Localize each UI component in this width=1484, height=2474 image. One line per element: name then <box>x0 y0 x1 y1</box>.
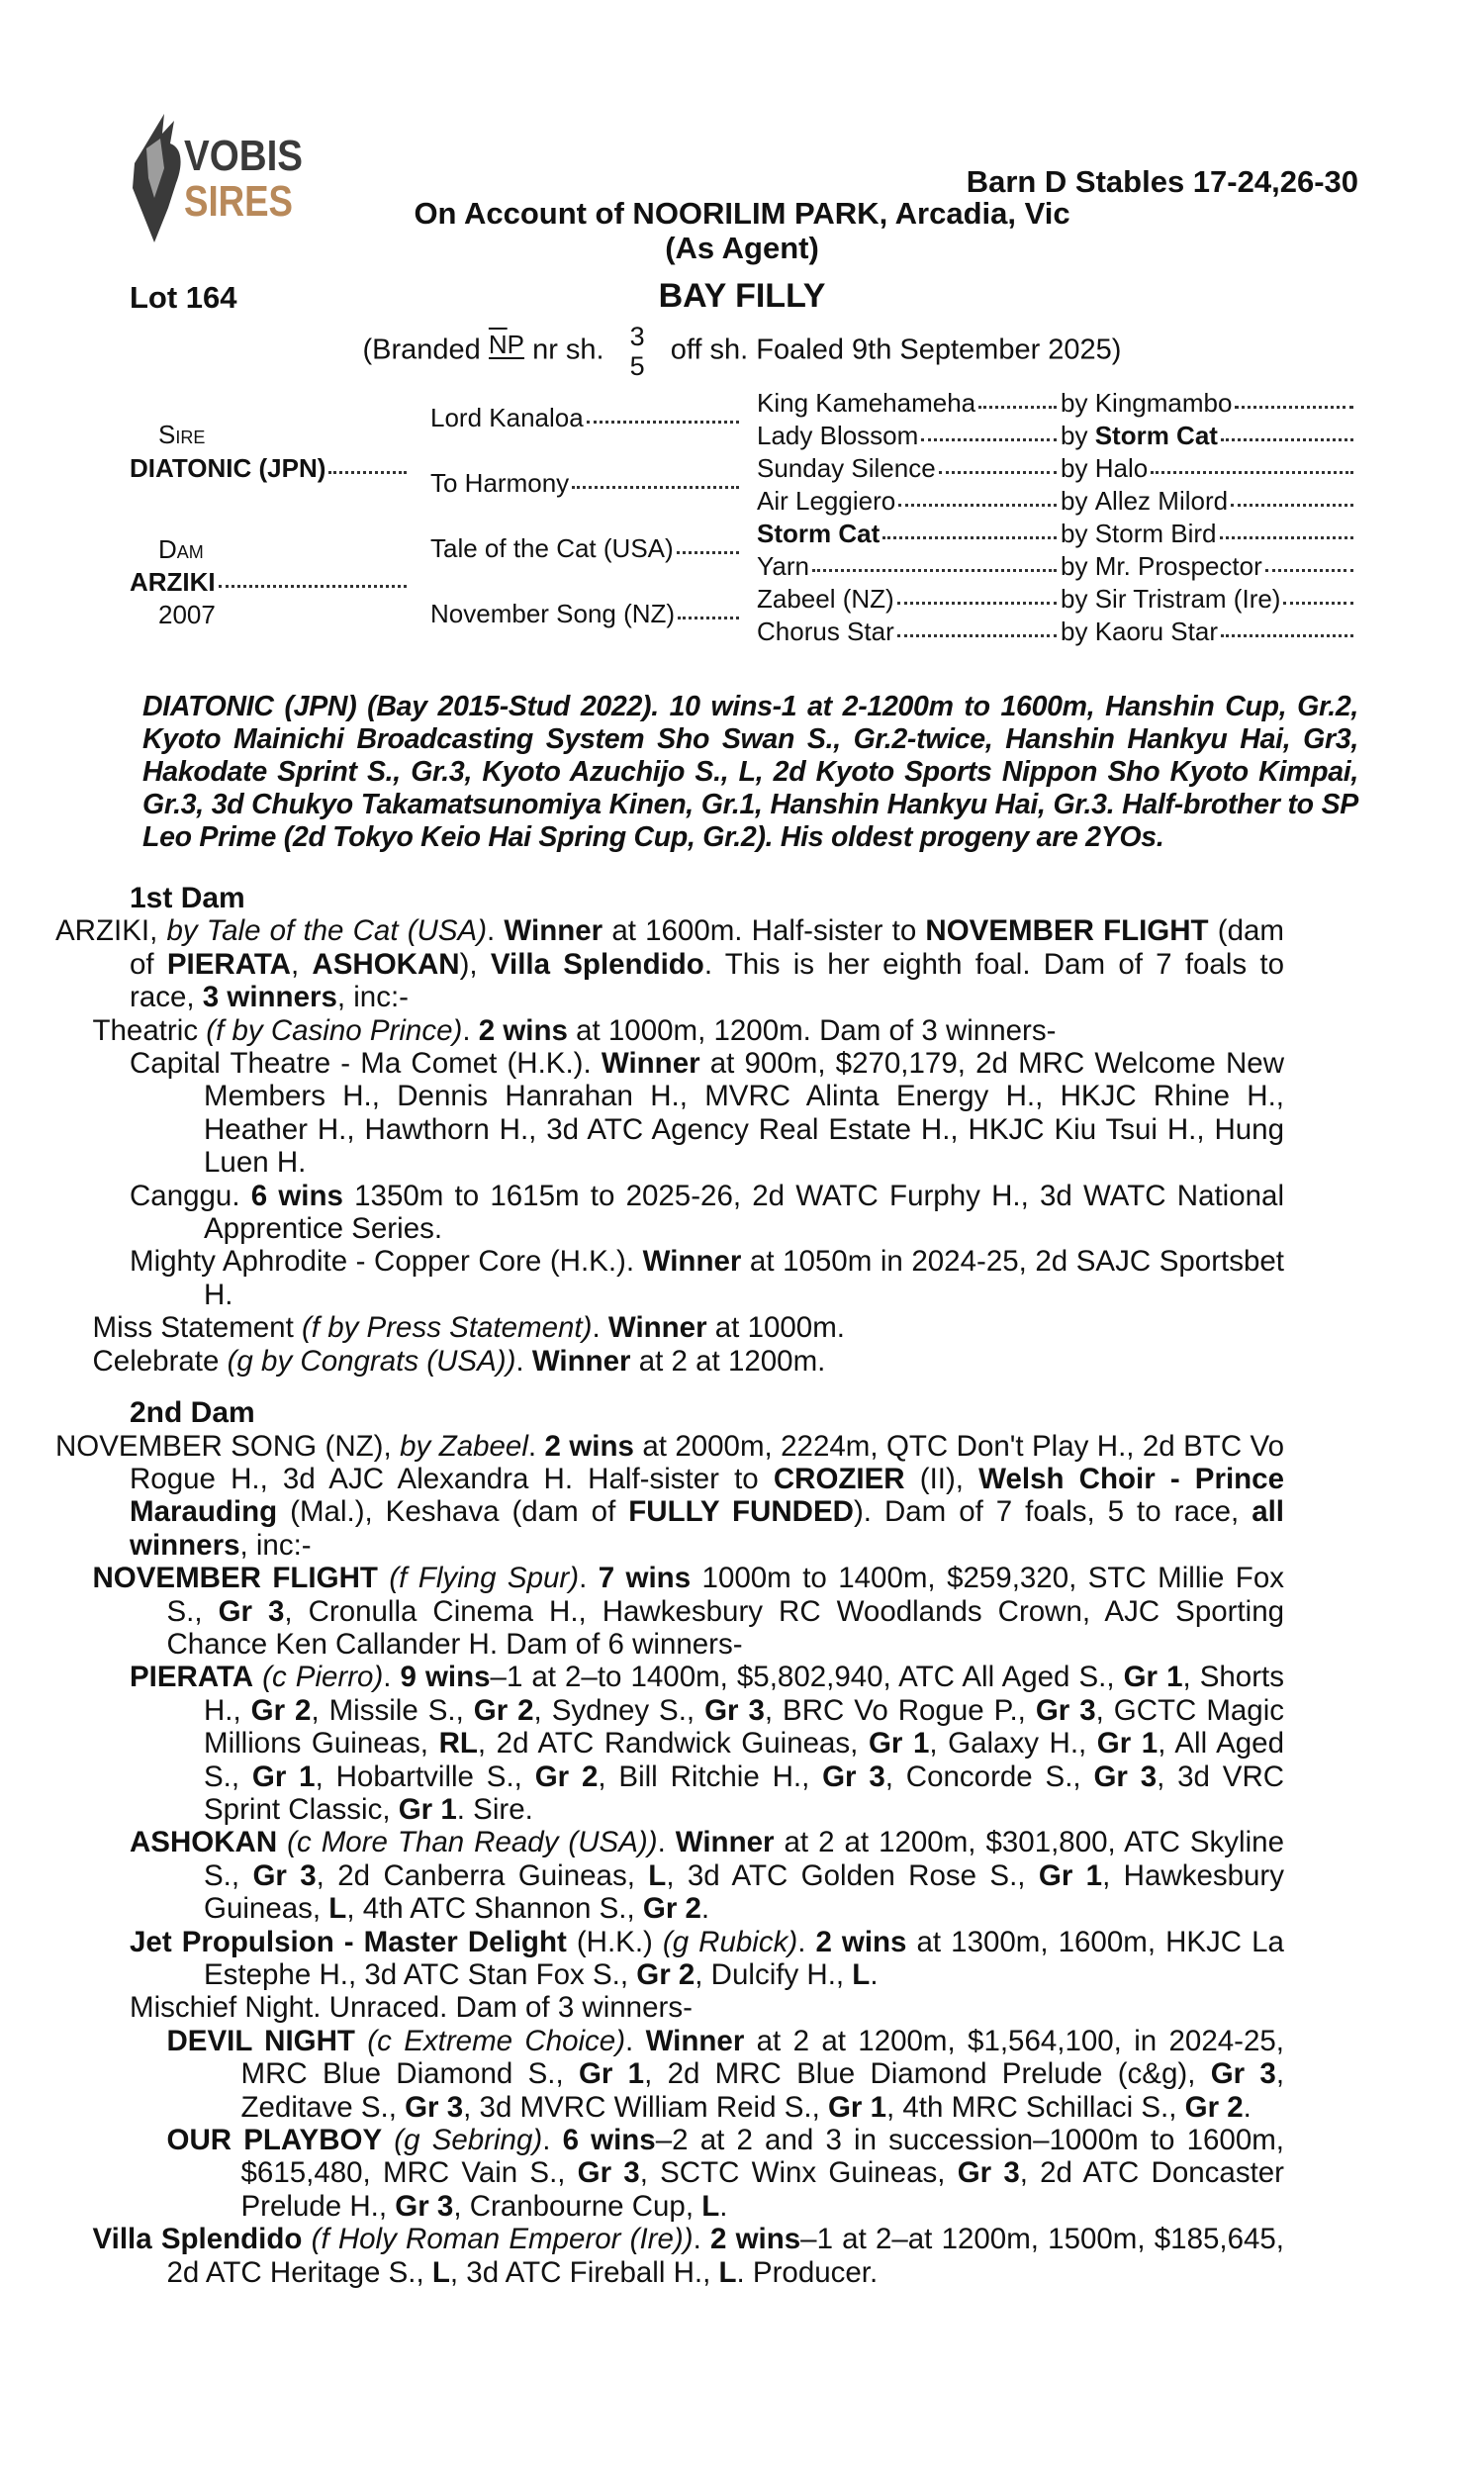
fraction-top: 3 <box>629 322 645 351</box>
text-run: by Tale of the Cat (USA) <box>166 914 488 948</box>
text-run <box>378 1562 389 1594</box>
dam-text: ARZIKI <box>130 567 216 597</box>
gen4-name: Storm Cat <box>1094 421 1218 450</box>
pedigree-entry <box>93 2223 1285 2289</box>
text-run: Villa Splendido <box>490 947 704 981</box>
by-prefix: by <box>1061 486 1088 516</box>
text-run: –1 at 2–to 1400m, $5,802,940, ATC All Aged S., <box>490 1661 1124 1694</box>
text-run: (II), <box>904 1462 979 1495</box>
gen2-name: November Song (NZ) <box>430 599 676 628</box>
text-run: NOVEMBER FLIGHT <box>92 1562 378 1595</box>
gen3-name: Sunday Silence <box>757 453 936 483</box>
text-run: Gr 2 <box>642 1892 701 1926</box>
text-run: (c More Than Ready (USA)) <box>287 1826 658 1859</box>
sire-summary: DIATONIC (JPN) (Bay 2015-Stud 2022). 10 wins-1 at 2-1200m to 1600m, Hanshin Cup, Gr.2, Kyoto Mainichi Broadcasting System Sho Swan S., Gr.2-twice, Hanshin Hankyu Hai, Gr3, Hakodate Sprint S., Gr.3, Kyoto Azuchijo S., L, 2d Kyoto Sports Nippon Sho Kyoto Kimpai, Gr.3, 3d Chukyo Takamatsunomiya Kinen, Gr.1, Hanshin Hankyu Hai, Gr.3. Half-brother to SP Leo Prime (2d Tokyo Keio Hai Spring Cup, Gr.2). His oldest progeny are 2YOs. <box>142 690 1358 853</box>
text-run: Mighty Aphrodite - Copper Core (H.K.). <box>130 1245 643 1279</box>
text-run: 7 wins <box>598 1562 692 1595</box>
leader-dots <box>572 486 739 489</box>
text-run: . <box>542 2124 563 2157</box>
text-run: , Zeditave S., <box>240 2057 1285 2124</box>
text-run: Gr 1 <box>827 2090 886 2124</box>
pedigree-entry <box>130 1826 1284 1925</box>
text-run: NOVEMBER SONG (NZ), <box>55 1429 401 1463</box>
text-run: Mischief Night. Unraced. Dam of 3 winners- <box>130 1991 693 2025</box>
text-run: . <box>515 1344 532 1378</box>
agent-note: (As Agent) <box>665 231 819 265</box>
vendor-account: On Account of NOORILIM PARK, Arcadia, Vic <box>414 196 1070 231</box>
text-run: Jet Propulsion - Master Delight <box>130 1925 567 1958</box>
text-run: (dam of <box>130 914 1284 981</box>
text-run: Winner <box>607 1311 707 1345</box>
text-run: . <box>625 2024 646 2057</box>
text-run: Theatric <box>92 1013 207 1047</box>
text-run <box>253 1661 262 1693</box>
text-run <box>382 2124 394 2156</box>
pedigree-entry <box>130 1047 1284 1180</box>
pedigree-gen3-item <box>757 551 1057 582</box>
text-run: DEVIL NIGHT <box>166 2024 355 2057</box>
text-run: , Hobartville S., <box>315 1760 535 1793</box>
text-run: . <box>693 2223 710 2256</box>
gen4-name: Halo <box>1094 453 1149 483</box>
text-run: at 1050m in 2024-25, 2d SAJC Sportsbet H. <box>204 1245 1284 1311</box>
text-run: Gr 3 <box>1093 1760 1158 1793</box>
pedigree-gen3-item <box>757 388 1057 419</box>
fraction-bottom: 5 <box>629 351 645 381</box>
pedigree-gen4-sire <box>1061 453 1353 484</box>
text-run: , Dulcify H., <box>695 1958 853 1991</box>
pedigree-entry <box>93 1562 1285 1661</box>
by-prefix: by <box>1061 519 1088 548</box>
pedigree-entry <box>55 1430 1284 1563</box>
svg-text:VOBIS: VOBIS <box>184 132 303 180</box>
gen3-name: Yarn <box>757 551 809 581</box>
dam-year: 2007 <box>158 600 216 629</box>
text-run: at 2000m, 2224m, QTC Don't Play H., 2d BTC Vo Rogue H., 3d AJC Alexandra H. Half-sister to <box>130 1429 1284 1495</box>
pedigree-entry <box>130 1245 1284 1311</box>
text-run: . <box>657 1826 676 1859</box>
text-run: ), <box>459 947 491 981</box>
text-run: , Hawkesbury Guineas, <box>204 1858 1284 1926</box>
pedigree-gen3-item <box>757 584 1057 615</box>
pedigree-entry <box>93 1345 1285 1378</box>
text-run: Miss Statement <box>92 1311 302 1345</box>
text-run: . <box>487 914 505 948</box>
text-run: , Sydney S., <box>533 1693 705 1727</box>
text-run: 2 wins <box>478 1013 568 1047</box>
text-run: , 2d MRC Blue Diamond Prelude (c&g), <box>644 2057 1211 2091</box>
text-run: –2 at 2 and 3 in succession–1000m to 1600m, $615,480, MRC Vain S., <box>240 2124 1285 2190</box>
pedigree-gen2-item <box>430 403 739 433</box>
text-run: . <box>383 1661 401 1694</box>
text-run: Winner <box>601 1047 700 1081</box>
gen3-name: Storm Cat <box>757 519 881 548</box>
text-run: ). Dam of 7 foals, 5 to race, <box>853 1495 1252 1529</box>
text-run: L <box>431 2255 450 2289</box>
text-run: Gr 1 <box>1038 1858 1103 1892</box>
gen3-name: King Kamehameha <box>757 388 976 418</box>
text-run: , <box>290 947 313 981</box>
text-run: ASHOKAN <box>130 1826 278 1859</box>
gen3-name: Air Leggiero <box>757 486 896 516</box>
brand-mark <box>488 329 525 359</box>
text-run: (Mal.), Keshava (dam of <box>277 1495 629 1529</box>
text-run: . <box>527 1429 545 1463</box>
pedigree-gen4-sire <box>1061 421 1353 451</box>
pedigree-gen3-item <box>757 486 1057 517</box>
text-run: (c Extreme Choice) <box>367 2024 626 2057</box>
pedigree-entry <box>167 2124 1285 2223</box>
text-run: Gr 1 <box>868 1727 930 1760</box>
text-run: NOVEMBER FLIGHT <box>925 914 1209 948</box>
text-run: Gr 3 <box>405 2090 464 2124</box>
text-run: Gr 3 <box>395 2189 454 2223</box>
text-run: , inc:- <box>239 1528 312 1562</box>
text-run: L <box>852 1958 871 1991</box>
barn-location: Barn D Stables 17-24,26-30 <box>966 164 1358 199</box>
text-run: , 3d VRC Sprint Classic, <box>204 1760 1285 1826</box>
branded-prefix: (Branded <box>362 333 481 366</box>
text-run: 2 wins <box>815 1925 907 1958</box>
pedigree-entry <box>93 1014 1285 1047</box>
brand-letter-p: P <box>507 329 525 359</box>
gen3-name: Zabeel (NZ) <box>757 584 894 614</box>
text-run: , Cranbourne Cup, <box>453 2189 702 2223</box>
pedigree-gen4-sire <box>1061 617 1353 647</box>
text-run: . <box>870 1958 879 1991</box>
pedigree-gen3-item <box>757 453 1057 484</box>
text-run: Winner <box>645 2024 745 2057</box>
text-run: . Producer. <box>736 2255 879 2289</box>
text-run: . <box>1243 2090 1252 2124</box>
sire-name <box>130 453 407 484</box>
text-run: , 2d ATC Randwick Guineas, <box>477 1727 869 1760</box>
pedigree-gen2-item <box>430 533 739 564</box>
leader-dots <box>677 551 739 554</box>
text-run: Gr 3 <box>957 2156 1020 2190</box>
text-run: . <box>700 1892 710 1926</box>
pedigree-gen4-sire <box>1061 519 1353 549</box>
text-run: , Concorde S., <box>884 1760 1094 1793</box>
text-run: , Shorts H., <box>204 1661 1284 1727</box>
text-run: Gr 2 <box>250 1693 312 1727</box>
gen2-name: Lord Kanaloa <box>430 403 584 432</box>
brand-letter-n: $\overline{N}$ <box>488 329 508 359</box>
text-run: at 2 at 1200m. <box>630 1344 826 1378</box>
text-run: 9 wins <box>400 1661 491 1694</box>
gen4-name: Allez Milord <box>1094 486 1229 516</box>
pedigree-gen3-item <box>757 617 1057 647</box>
text-run: Gr 1 <box>398 1792 457 1826</box>
text-run: Gr 2 <box>636 1958 696 1991</box>
text-run: 1350m to 1615m to 2025-26, 2d WATC Furphy H., 3d WATC National Apprentice Series. <box>204 1179 1285 1246</box>
text-run: . This is her eighth foal. Dam of 7 foals to race, <box>130 947 1284 1014</box>
text-run: at 2 at 1200m, $1,564,100, in 2024-25, MRC Blue Diamond S., <box>240 2024 1284 2091</box>
lot-title: BAY FILLY <box>658 277 826 315</box>
lot-number: Lot 164 <box>130 280 237 315</box>
text-run: , 2d Canberra Guineas, <box>316 1858 649 1892</box>
text-run: . Sire. <box>456 1792 533 1826</box>
text-run: . <box>592 1311 608 1345</box>
text-run <box>277 1826 287 1858</box>
text-run: Gr 1 <box>1123 1661 1183 1694</box>
gen4-name: Kaoru Star <box>1094 617 1218 646</box>
text-run: (g by Congrats (USA)) <box>227 1344 516 1378</box>
text-run: Capital Theatre - Ma Comet (H.K.). <box>130 1047 602 1081</box>
text-run: , Bill Ritchie H., <box>598 1760 823 1793</box>
text-run: Gr 2 <box>473 1693 534 1727</box>
text-run: (f Holy Roman Emperor (Ire)) <box>311 2223 694 2256</box>
text-run: , 3d ATC Fireball H., <box>449 2255 719 2289</box>
text-run: all winners <box>130 1495 1285 1562</box>
gen2-name: To Harmony <box>430 468 570 498</box>
text-run: (c Pierro) <box>262 1661 384 1694</box>
by-prefix: by <box>1061 551 1088 581</box>
text-run: at 1000m, 1200m. Dam of 3 winners- <box>567 1013 1057 1047</box>
text-run: –1 at 2–at 1200m, 1500m, $185,645, 2d ATC Heritage S., <box>166 2223 1285 2289</box>
text-run: Welsh Choir - Prince Marauding <box>130 1462 1284 1529</box>
text-run: Winner <box>675 1826 775 1859</box>
text-run: , 2d ATC Doncaster Prelude H., <box>240 2156 1284 2223</box>
text-run: Winner <box>642 1245 742 1279</box>
leader-dots <box>678 617 739 619</box>
sire-text: DIATONIC (JPN) <box>130 453 326 483</box>
text-run: at 1000m. <box>706 1311 845 1345</box>
text-run: , SCTC Winx Guineas, <box>639 2156 958 2190</box>
text-run: , 4th MRC Schillaci S., <box>886 2090 1185 2124</box>
text-run: Villa Splendido <box>92 2223 303 2256</box>
svg-text:SIRES: SIRES <box>184 177 293 226</box>
branded-mid: nr sh. <box>532 333 604 366</box>
text-run: (g Rubick) <box>662 1925 798 1958</box>
pedigree-gen4-sire <box>1061 388 1353 419</box>
pedigree-gen2-item <box>430 599 739 629</box>
text-run: FULLY FUNDED <box>628 1495 854 1529</box>
text-run: , 3d ATC Golden Rose S., <box>666 1858 1039 1892</box>
pedigree-gen4-sire <box>1061 584 1353 615</box>
text-run: 3 winners <box>202 981 337 1014</box>
text-run: , GCTC Magic Millions Guineas, <box>204 1693 1285 1760</box>
text-run: 2 wins <box>544 1429 634 1463</box>
text-run: PIERATA <box>166 947 291 981</box>
text-run: , All Aged S., <box>204 1727 1284 1793</box>
text-run: . <box>462 1013 479 1047</box>
text-run: , 4th ATC Shannon S., <box>346 1892 643 1926</box>
pedigree-entry <box>167 2025 1285 2124</box>
text-run: . <box>797 1925 816 1958</box>
by-prefix: by <box>1061 617 1088 646</box>
gen3-name: Chorus Star <box>757 617 894 646</box>
text-run: Winner <box>504 914 603 948</box>
text-run: 2 wins <box>709 2223 801 2256</box>
by-prefix: by <box>1061 421 1088 450</box>
dam-label: Dam <box>158 534 204 564</box>
text-run: Gr 3 <box>218 1594 285 1628</box>
section-heading: 2nd Dam <box>130 1396 255 1430</box>
text-run: L <box>328 1892 347 1926</box>
pedigree-gen4-sire <box>1061 486 1353 517</box>
pedigree-entry <box>130 1180 1284 1246</box>
pedigree-entry <box>93 1311 1285 1344</box>
text-run: 1000m to 1400m, $259,320, STC Millie Fox S., <box>166 1562 1284 1628</box>
gen4-name: Storm Bird <box>1094 519 1217 548</box>
text-run: ARZIKI, <box>55 914 167 948</box>
brand-description <box>0 322 1484 381</box>
section-heading: 1st Dam <box>130 882 245 914</box>
text-run: L <box>718 2255 737 2289</box>
text-run: . <box>579 1562 599 1595</box>
text-run: L <box>701 2189 720 2223</box>
text-run: Gr 3 <box>1210 2057 1276 2091</box>
text-run: Gr 1 <box>251 1760 316 1793</box>
pedigree-gen2-item <box>430 468 739 499</box>
text-run: , 3d MVRC William Reid S., <box>463 2090 828 2124</box>
text-run <box>355 2025 367 2057</box>
by-prefix: by <box>1061 453 1088 483</box>
text-run <box>302 2223 311 2255</box>
pedigree-gen4-sire <box>1061 551 1353 582</box>
by-prefix: by <box>1061 388 1088 418</box>
text-run: OUR PLAYBOY <box>166 2124 383 2157</box>
gen3-name: Lady Blossom <box>757 421 919 450</box>
text-run: (f by Casino Prince) <box>206 1013 463 1047</box>
pedigree-entry <box>130 1991 1284 2024</box>
text-run: at 2 at 1200m, $301,800, ATC Skyline S., <box>204 1826 1284 1892</box>
text-run: (f Flying Spur) <box>389 1562 580 1595</box>
text-run: PIERATA <box>130 1661 254 1694</box>
brand-fraction <box>630 322 645 381</box>
text-run: RL <box>438 1727 478 1760</box>
text-run: Gr 1 <box>578 2057 645 2091</box>
text-run: Winner <box>531 1344 631 1378</box>
by-prefix: by <box>1061 584 1088 614</box>
sire-label: Sire <box>158 420 206 449</box>
pedigree-entry <box>130 1926 1284 1992</box>
text-run: Celebrate <box>92 1344 228 1378</box>
text-run: (g Sebring) <box>394 2124 543 2157</box>
text-run: , inc:- <box>336 981 409 1014</box>
text-run: L <box>648 1858 667 1892</box>
text-run: Gr 3 <box>1035 1693 1096 1727</box>
text-run: Gr 3 <box>704 1693 765 1727</box>
gen4-name: Kingmambo <box>1094 388 1233 418</box>
text-run: at 1600m. Half-sister to <box>603 914 926 948</box>
pedigree-entry <box>130 1661 1284 1826</box>
text-run: , Galaxy H., <box>929 1727 1097 1760</box>
text-run: Canggu. <box>130 1179 251 1212</box>
text-run: Gr 3 <box>252 1858 317 1892</box>
text-run: ASHOKAN <box>312 947 460 981</box>
text-run: at 900m, $270,179, 2d MRC Welcome New Members H., Dennis Hanrahan H., MVRC Alinta Energy H., HKJC Rhine H., Heather H., Hawthorn H., 3d ATC Agency Real Estate H., HKJC Kiu Tsui H., Hung Luen H. <box>204 1047 1285 1180</box>
text-run: Gr 3 <box>822 1760 885 1793</box>
catalogue-body <box>55 662 1358 2289</box>
text-run: Gr 1 <box>1096 1727 1159 1760</box>
text-run: , BRC Vo Rogue P., <box>764 1693 1036 1727</box>
text-run: Gr 2 <box>1184 2090 1244 2124</box>
text-run: 6 wins <box>250 1179 343 1212</box>
text-run: at 1300m, 1600m, HKJC La Estephe H., 3d ATC Stan Fox S., <box>204 1925 1284 1991</box>
gen4-name: Mr. Prospector <box>1094 551 1262 581</box>
text-run: (H.K.) <box>566 1925 663 1958</box>
pedigree-gen3-item <box>757 421 1057 451</box>
text-run: . <box>719 2189 728 2223</box>
leader-dots <box>587 421 739 424</box>
pedigree-entry <box>55 914 1284 1013</box>
pedigree-gen3-item <box>757 519 1057 549</box>
text-run: Gr 2 <box>534 1760 599 1793</box>
text-run: 6 wins <box>562 2124 656 2157</box>
text-run: , Missile S., <box>311 1693 474 1727</box>
text-run: Gr 3 <box>577 2156 640 2190</box>
branded-suffix: off sh. Foaled 9th September 2025) <box>670 333 1122 366</box>
text-run: by Zabeel <box>400 1429 528 1463</box>
dam-name <box>130 567 407 598</box>
gen4-name: Sir Tristram (Ire) <box>1094 584 1281 614</box>
gen2-name: Tale of the Cat (USA) <box>430 533 674 563</box>
text-run: , Cronulla Cinema H., Hawkesbury RC Woodlands Crown, AJC Sporting Chance Ken Callander H. Dam of 6 winners- <box>166 1594 1285 1661</box>
text-run: CROZIER <box>773 1462 905 1495</box>
text-run: (f by Press Statement) <box>301 1311 593 1345</box>
